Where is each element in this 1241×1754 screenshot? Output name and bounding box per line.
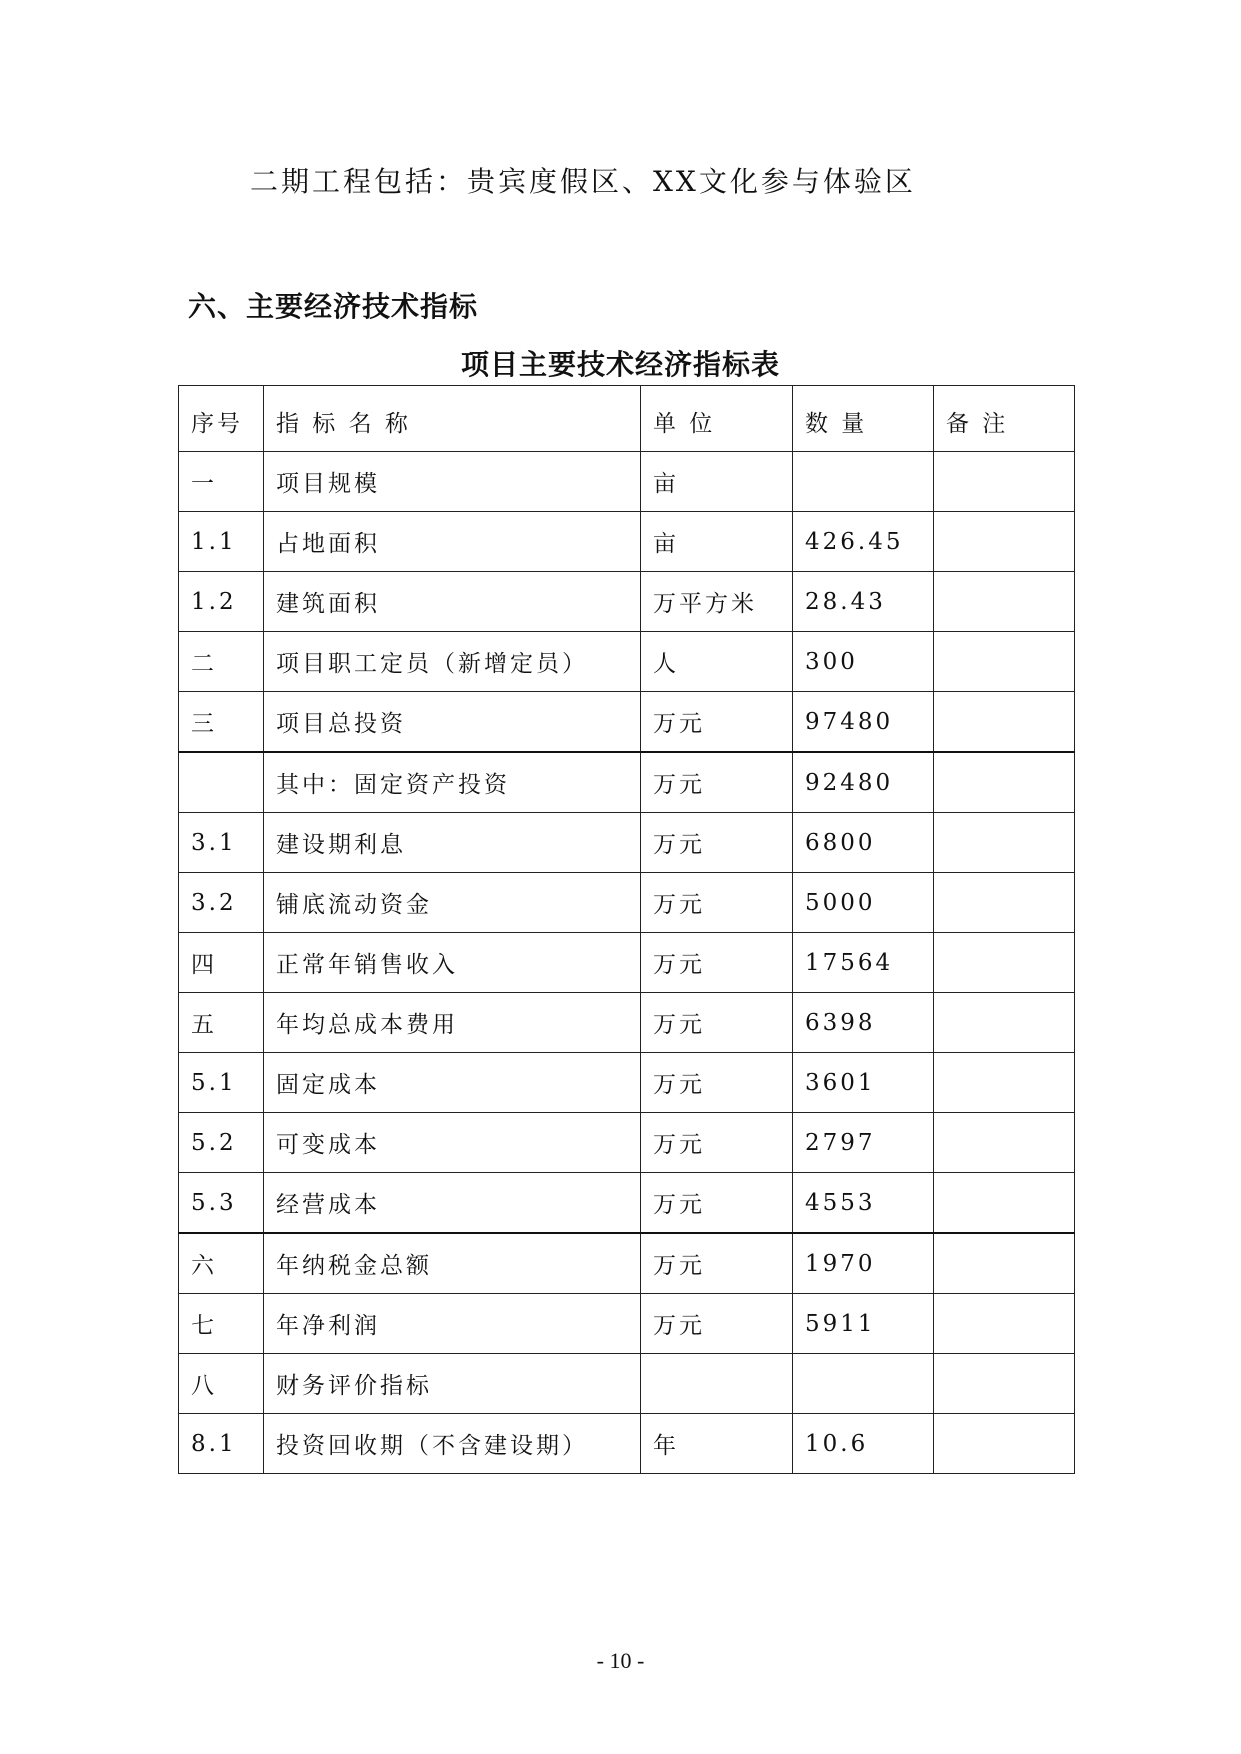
cell-quantity: 92480 — [793, 752, 934, 813]
table-row — [179, 1354, 1075, 1414]
cell-unit: 亩 — [641, 512, 793, 572]
cell-seq: 八 — [179, 1354, 264, 1414]
table-row — [179, 1233, 1075, 1294]
cell-seq: 六 — [179, 1233, 264, 1294]
cell-note — [934, 452, 1075, 512]
cell-note — [934, 873, 1075, 933]
table-row — [179, 1113, 1075, 1173]
cell-name: 铺底流动资金 — [264, 873, 641, 933]
cell-quantity: 4553 — [793, 1173, 934, 1234]
cell-quantity: 6398 — [793, 993, 934, 1053]
cell-seq: 3.2 — [179, 873, 264, 933]
cell-quantity: 28.43 — [793, 572, 934, 632]
cell-name: 项目总投资 — [264, 692, 641, 753]
cell-name: 财务评价指标 — [264, 1354, 641, 1414]
cell-unit: 万元 — [641, 813, 793, 873]
cell-note — [934, 752, 1075, 813]
table-caption: 项目主要技术经济指标表 — [460, 348, 780, 381]
cell-unit: 年 — [641, 1414, 793, 1474]
cell-unit: 万元 — [641, 1173, 793, 1234]
section-heading: 六、主要经济技术指标 — [188, 290, 479, 323]
header-unit: 单 位 — [641, 386, 793, 452]
cell-quantity: 3601 — [793, 1053, 934, 1113]
cell-unit: 万元 — [641, 1294, 793, 1354]
cell-note — [934, 632, 1075, 692]
table-row — [179, 752, 1075, 813]
cell-name: 建设期利息 — [264, 813, 641, 873]
cell-name: 年净利润 — [264, 1294, 641, 1354]
indicator-table — [178, 385, 1075, 1474]
cell-note — [934, 1113, 1075, 1173]
header-quantity: 数 量 — [793, 386, 934, 452]
cell-seq: 5.1 — [179, 1053, 264, 1113]
cell-name: 其中：固定资产投资 — [264, 752, 641, 813]
header-seq: 序号 — [179, 386, 264, 452]
cell-name: 年纳税金总额 — [264, 1233, 641, 1294]
table-row — [179, 873, 1075, 933]
cell-name: 可变成本 — [264, 1113, 641, 1173]
cell-name: 建筑面积 — [264, 572, 641, 632]
cell-seq: 5.3 — [179, 1173, 264, 1234]
cell-quantity: 10.6 — [793, 1414, 934, 1474]
cell-seq: 1.1 — [179, 512, 264, 572]
cell-unit: 万元 — [641, 1233, 793, 1294]
cell-seq — [179, 752, 264, 813]
cell-name: 年均总成本费用 — [264, 993, 641, 1053]
cell-unit — [641, 1354, 793, 1414]
cell-name: 正常年销售收入 — [264, 933, 641, 993]
cell-note — [934, 1354, 1075, 1414]
cell-quantity: 97480 — [793, 692, 934, 753]
cell-name: 投资回收期（不含建设期） — [264, 1414, 641, 1474]
cell-note — [934, 572, 1075, 632]
cell-seq: 一 — [179, 452, 264, 512]
table-row — [179, 1173, 1075, 1234]
header-name: 指 标 名 称 — [264, 386, 641, 452]
cell-quantity: 1970 — [793, 1233, 934, 1294]
cell-name: 占地面积 — [264, 512, 641, 572]
cell-seq: 5.2 — [179, 1113, 264, 1173]
cell-unit: 万元 — [641, 1053, 793, 1113]
table-row — [179, 813, 1075, 873]
header-note: 备 注 — [934, 386, 1075, 452]
cell-unit: 万元 — [641, 933, 793, 993]
cell-unit: 万元 — [641, 993, 793, 1053]
table-header-row — [179, 386, 1075, 452]
cell-unit: 人 — [641, 632, 793, 692]
cell-seq: 8.1 — [179, 1414, 264, 1474]
table-row — [179, 993, 1075, 1053]
cell-name: 固定成本 — [264, 1053, 641, 1113]
cell-quantity — [793, 1354, 934, 1414]
cell-name: 项目职工定员（新增定员） — [264, 632, 641, 692]
table-row — [179, 632, 1075, 692]
intro-text: 二期工程包括：贵宾度假区、XX文化参与体验区 — [250, 165, 916, 198]
cell-seq: 四 — [179, 933, 264, 993]
table-row — [179, 692, 1075, 753]
cell-note — [934, 1173, 1075, 1234]
table-row — [179, 1414, 1075, 1474]
cell-name: 经营成本 — [264, 1173, 641, 1234]
indicator-table-body — [179, 386, 1075, 1474]
cell-unit: 万平方米 — [641, 572, 793, 632]
cell-seq: 五 — [179, 993, 264, 1053]
table-row — [179, 1053, 1075, 1113]
table-row — [179, 572, 1075, 632]
cell-note — [934, 933, 1075, 993]
cell-quantity: 426.45 — [793, 512, 934, 572]
cell-quantity: 5911 — [793, 1294, 934, 1354]
cell-quantity — [793, 452, 934, 512]
cell-quantity: 17564 — [793, 933, 934, 993]
table-row — [179, 933, 1075, 993]
cell-note — [934, 1053, 1075, 1113]
cell-seq: 二 — [179, 632, 264, 692]
cell-note — [934, 1233, 1075, 1294]
cell-name: 项目规模 — [264, 452, 641, 512]
cell-note — [934, 993, 1075, 1053]
cell-note — [934, 1414, 1075, 1474]
cell-quantity: 5000 — [793, 873, 934, 933]
table-row — [179, 512, 1075, 572]
cell-note — [934, 512, 1075, 572]
cell-note — [934, 813, 1075, 873]
cell-quantity: 300 — [793, 632, 934, 692]
cell-note — [934, 1294, 1075, 1354]
page-number: - 10 - — [596, 1648, 645, 1673]
cell-unit: 亩 — [641, 452, 793, 512]
cell-seq: 七 — [179, 1294, 264, 1354]
cell-seq: 1.2 — [179, 572, 264, 632]
table-row — [179, 1294, 1075, 1354]
cell-seq: 3.1 — [179, 813, 264, 873]
cell-quantity: 6800 — [793, 813, 934, 873]
cell-unit: 万元 — [641, 1113, 793, 1173]
cell-unit: 万元 — [641, 873, 793, 933]
cell-unit: 万元 — [641, 752, 793, 813]
cell-note — [934, 692, 1075, 753]
cell-seq: 三 — [179, 692, 264, 753]
table-row — [179, 452, 1075, 512]
cell-unit: 万元 — [641, 692, 793, 753]
cell-quantity: 2797 — [793, 1113, 934, 1173]
